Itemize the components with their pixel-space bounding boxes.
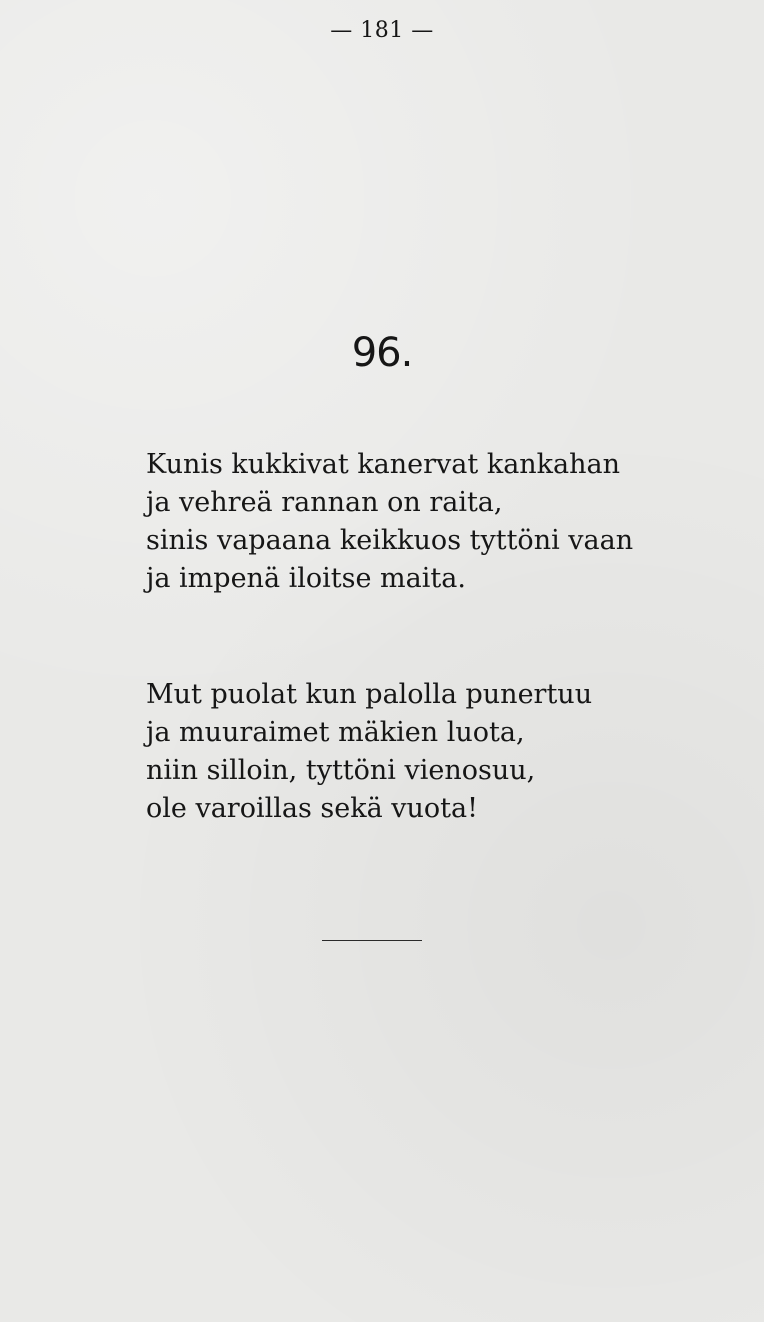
poem-line: Mut puolat kun palolla punertuu	[146, 679, 593, 710]
poem-line: ole varoillas sekä vuota!	[146, 793, 478, 824]
poem-line: ja muuraimet mäkien luota,	[146, 717, 525, 748]
stanza-1	[146, 446, 666, 598]
poem-line: ja impenä iloitse maita.	[146, 563, 466, 594]
poem-line: ja vehreä rannan on raita,	[146, 487, 503, 518]
poem-line: niin silloin, tyttöni vienosuu,	[146, 755, 536, 786]
stanza-2	[146, 676, 666, 828]
page-number-header: — 181 —	[330, 18, 434, 43]
poem-line: sinis vapaana keikkuos tyttöni vaan	[146, 525, 634, 556]
end-divider-rule	[322, 940, 422, 941]
poem-number: 96.	[351, 330, 413, 376]
poem-line: Kunis kukkivat kanervat kankahan	[146, 449, 621, 480]
